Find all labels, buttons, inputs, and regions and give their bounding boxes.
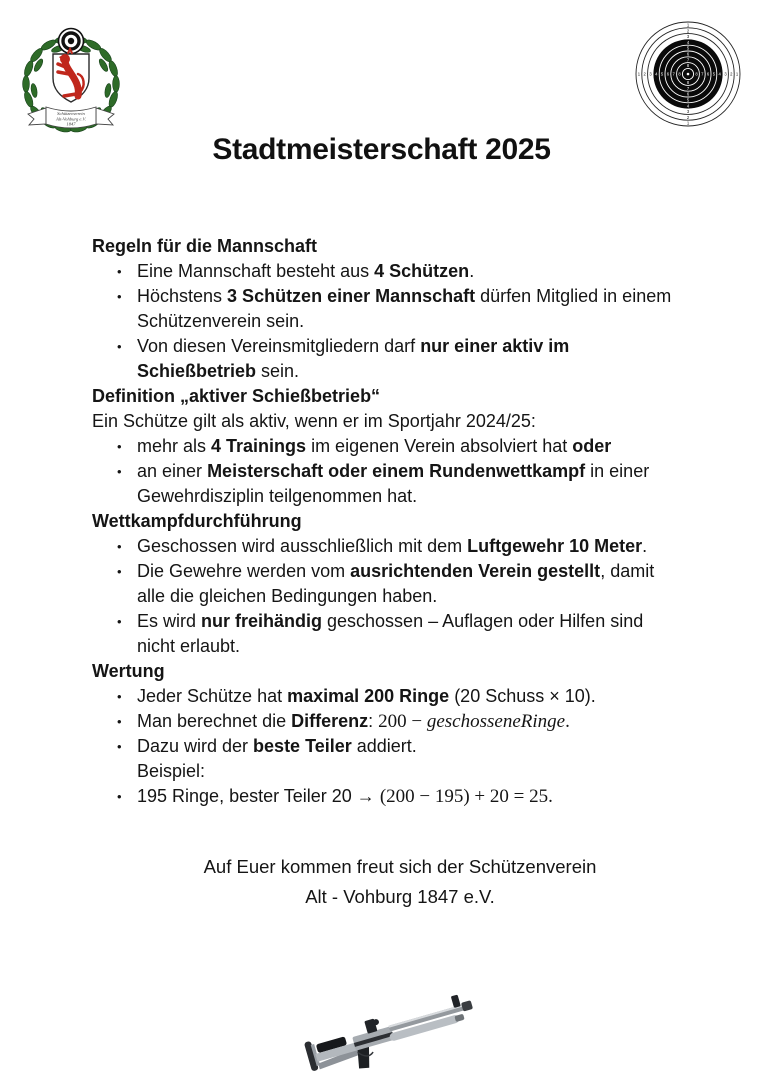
bullet-marker: •: [117, 739, 122, 754]
club-emblem-logo: [14, 24, 128, 136]
text-segment: Von diesen Vereinsmitgliedern darf: [137, 336, 421, 356]
text-segment: geschossen – Auflagen oder Hilfen sind nicht erlaubt.: [137, 611, 644, 656]
text-segment: :: [368, 711, 379, 731]
page-title: Stadtmeisterschaft 2025: [212, 133, 551, 166]
text-segment: 3 Schützen einer Mannschaft: [227, 286, 476, 306]
target-ring-number: 6: [666, 71, 670, 77]
text-segment: dürfen Mitglied in einem Schützenverein sein.: [137, 286, 672, 331]
rules-line: [92, 684, 674, 709]
target-ring-number: 4: [718, 71, 721, 77]
shield-with-lion: [53, 49, 89, 102]
text-segment: Dazu wird der: [137, 736, 254, 756]
text-segment: maximal 200 Ringe: [287, 686, 450, 706]
text-segment: Eine Mannschaft besteht aus: [137, 261, 375, 281]
target-ring-number: 4: [655, 71, 658, 77]
bullet-marker: •: [117, 689, 122, 704]
shooting-target: [629, 20, 747, 129]
target-ring-number: 8: [678, 71, 681, 77]
text-segment: Regeln für die Mannschaft: [92, 236, 318, 256]
text-segment: in einer Gewehrdisziplin teilgenommen hat.: [137, 461, 650, 506]
bullet-marker: •: [117, 789, 122, 804]
target-ring-number: 6: [706, 71, 710, 77]
target-ring-number: 6: [686, 91, 690, 97]
air-rifle-image: [300, 992, 486, 1076]
text-segment: 4 Schützen: [374, 261, 470, 281]
bullet-marker: •: [117, 614, 122, 629]
text-segment: 200 −: [378, 711, 427, 732]
text-segment: (200 − 195) + 20 = 25.: [379, 786, 553, 807]
text-segment: nur einer aktiv im Schießbetrieb: [137, 336, 570, 381]
target-ring-number: 8: [695, 71, 698, 77]
rules-line: [92, 434, 674, 459]
target-ring-number: 5: [686, 97, 690, 103]
text-segment: (20 Schuss × 10).: [449, 686, 596, 706]
target-ring-number: 2: [686, 114, 690, 120]
footer-line-1: Auf Euer kommen freut sich der Schützenverein: [203, 856, 597, 877]
rules-heading: [92, 234, 674, 259]
rules-line: [92, 534, 674, 559]
bullet-marker: •: [117, 264, 122, 279]
text-segment: addiert.: [351, 736, 417, 756]
text-segment: oder: [572, 436, 612, 456]
rules-line: [92, 409, 674, 434]
rules-list: [92, 234, 674, 809]
text-segment: Luftgewehr 10 Meter: [467, 536, 643, 556]
text-segment: Die Gewehre werden vom: [137, 561, 351, 581]
target-ring-number: 4: [686, 39, 690, 45]
target-ring-number: 8: [686, 63, 690, 69]
banner-line-2: Alt-Vohburg e.V.: [56, 116, 86, 122]
rules-line: [92, 709, 674, 734]
bullet-marker: •: [117, 439, 122, 454]
target-ring-number: 3: [724, 71, 727, 77]
target-ring-number: 5: [712, 71, 716, 77]
rules-heading: [92, 384, 674, 409]
rules-line: [92, 609, 674, 659]
bullet-marker: •: [117, 339, 122, 354]
text-segment: ausrichtenden Verein gestellt: [350, 561, 601, 581]
text-segment: Definition „aktiver Schießbetrieb“: [92, 386, 381, 406]
target-ring-number: 7: [672, 71, 675, 77]
target-ring-number: 1: [686, 120, 690, 126]
target-ring-number: 2: [686, 28, 690, 34]
bullet-marker: •: [117, 564, 122, 579]
target-ring-number: 2: [730, 71, 733, 77]
rules-line: [92, 334, 674, 384]
target-ring-number: 6: [686, 51, 690, 57]
banner-line-3: 1847: [66, 121, 76, 127]
text-segment: 4 Trainings: [211, 436, 307, 456]
text-segment: Beispiel:: [137, 761, 206, 781]
text-segment: an einer: [137, 461, 208, 481]
rules-line: [92, 259, 674, 284]
text-segment: Es wird: [137, 611, 202, 631]
text-segment: Wettkampfdurchführung: [92, 511, 302, 531]
text-segment: im eigenen Verein absolviert hat: [306, 436, 573, 456]
rules-line: [92, 284, 674, 334]
text-segment: .: [642, 536, 648, 556]
text-segment: Geschossen wird ausschließlich mit dem: [137, 536, 468, 556]
text-segment: .: [469, 261, 475, 281]
ribbon-banner: [28, 107, 114, 128]
target-ring-number: 5: [660, 71, 664, 77]
target-ring-number: 3: [686, 34, 690, 40]
target-ring-number: 4: [686, 103, 690, 109]
text-segment: beste Teiler: [253, 736, 352, 756]
text-segment: nur freihändig: [201, 611, 323, 631]
text-segment: Wertung: [92, 661, 165, 681]
target-ring-number: 5: [686, 45, 690, 51]
target-ring-number: 3: [649, 71, 652, 77]
bullet-marker: •: [117, 464, 122, 479]
rules-line: [92, 784, 674, 809]
rules-line: [92, 759, 674, 784]
target-ring-number: 7: [701, 71, 704, 77]
target-ring-number: 8: [686, 80, 690, 86]
text-segment: 195 Ringe, bester Teiler 20 →: [137, 786, 380, 806]
target-center-dot: [687, 73, 690, 76]
target-ring-number: 3: [686, 109, 690, 115]
banner-line-1: Schützenverein: [57, 111, 85, 116]
text-segment: Differenz: [291, 711, 369, 731]
target-ring-number: 1: [735, 71, 739, 77]
footer-line-2: Alt - Vohburg 1847 e.V.: [305, 886, 495, 907]
bullet-marker: •: [117, 289, 122, 304]
rules-line: [92, 559, 674, 609]
footer: [70, 852, 730, 912]
text-segment: .: [565, 711, 570, 732]
text-segment: , damit alle die gleichen Bedingungen haben.: [137, 561, 655, 606]
rules-heading: [92, 659, 674, 684]
text-segment: Man berechnet die: [137, 711, 292, 731]
text-segment: mehr als: [137, 436, 212, 456]
text-segment: Höchstens: [137, 286, 228, 306]
target-ring-number: 7: [686, 85, 690, 91]
target-ring-number: 1: [686, 22, 690, 28]
target-ring-number: 7: [686, 57, 690, 63]
text-segment: sein.: [256, 361, 300, 381]
rules-line: [92, 734, 674, 759]
text-segment: Meisterschaft oder einem Rundenwettkampf: [207, 461, 586, 481]
bullet-marker: •: [117, 539, 122, 554]
bullet-marker: •: [117, 714, 122, 729]
text-segment: geschosseneRinge: [426, 711, 566, 732]
text-segment: Ein Schütze gilt als aktiv, wenn er im Sportjahr 2024/25:: [92, 411, 536, 431]
target-ring-number: 1: [637, 71, 641, 77]
text-segment: Jeder Schütze hat: [137, 686, 288, 706]
rules-heading: [92, 509, 674, 534]
rules-line: [92, 459, 674, 509]
target-ring-number: 2: [643, 71, 646, 77]
